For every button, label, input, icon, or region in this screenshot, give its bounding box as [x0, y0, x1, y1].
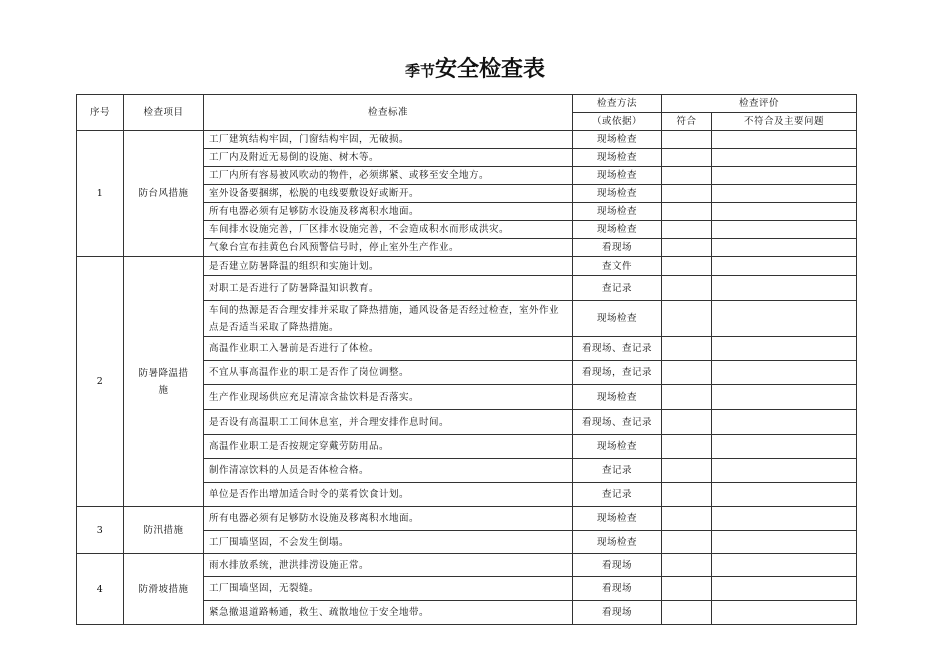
- method-cell: 现场检查: [573, 149, 662, 167]
- title-main: 安全检查表: [435, 57, 546, 82]
- conform-cell[interactable]: [662, 185, 712, 203]
- standard-cell: 工厂建筑结构牢固，门窗结构牢固，无破损。: [204, 131, 573, 149]
- method-cell: 查记录: [573, 459, 662, 483]
- conform-cell[interactable]: [662, 276, 712, 301]
- table-row: [77, 507, 857, 531]
- standard-cell: 雨水排放系统，泄洪排涝设施正常。: [204, 554, 573, 577]
- conform-cell[interactable]: [662, 131, 712, 149]
- method-cell: 查记录: [573, 483, 662, 507]
- standard-cell: 工厂内及附近无易倒的设施、树木等。: [204, 149, 573, 167]
- safety-checklist-table: [76, 94, 857, 625]
- conform-cell[interactable]: [662, 361, 712, 385]
- page-title: [0, 52, 950, 83]
- table-row: [77, 257, 857, 276]
- standard-cell: 高温作业职工入暑前是否进行了体检。: [204, 337, 573, 361]
- method-cell: 看现场: [573, 554, 662, 577]
- standard-cell: 高温作业职工是否按规定穿戴劳防用品。: [204, 435, 573, 459]
- conform-cell[interactable]: [662, 531, 712, 554]
- table-row: [77, 131, 857, 149]
- header-evaluation: 检查评价: [662, 95, 857, 113]
- standard-cell: 单位是否作出增加适合时令的菜肴饮食计划。: [204, 483, 573, 507]
- method-cell: 现场检查: [573, 301, 662, 337]
- group-item-flood: 防汛措施: [124, 507, 204, 554]
- method-cell: 查文件: [573, 257, 662, 276]
- conform-cell[interactable]: [662, 239, 712, 257]
- nonconform-cell[interactable]: [712, 239, 857, 257]
- nonconform-cell[interactable]: [712, 507, 857, 531]
- method-cell: 现场检查: [573, 185, 662, 203]
- nonconform-cell[interactable]: [712, 601, 857, 625]
- method-cell: 现场检查: [573, 531, 662, 554]
- method-cell: 看现场、查记录: [573, 410, 662, 435]
- method-cell: 现场检查: [573, 203, 662, 221]
- group-item-typhoon: 防台风措施: [124, 131, 204, 257]
- conform-cell[interactable]: [662, 483, 712, 507]
- method-cell: 查记录: [573, 276, 662, 301]
- header-standard: 检查标准: [204, 95, 573, 131]
- conform-cell[interactable]: [662, 410, 712, 435]
- standard-cell: 所有电器必须有足够防水设施及移离积水地面。: [204, 507, 573, 531]
- conform-cell[interactable]: [662, 149, 712, 167]
- group-seq-heat: 2: [77, 257, 124, 507]
- standard-cell: 紧急撤退道路畅通，救生、疏散地位于安全地带。: [204, 601, 573, 625]
- conform-cell[interactable]: [662, 301, 712, 337]
- header-seq: 序号: [77, 95, 124, 131]
- standard-cell: 室外设备要捆绑，松脱的电线要敷设好或断开。: [204, 185, 573, 203]
- standard-cell: 不宜从事高温作业的职工是否作了岗位调整。: [204, 361, 573, 385]
- nonconform-cell[interactable]: [712, 337, 857, 361]
- conform-cell[interactable]: [662, 507, 712, 531]
- nonconform-cell[interactable]: [712, 361, 857, 385]
- conform-cell[interactable]: [662, 203, 712, 221]
- header-nonconform: 不符合及主要问题: [712, 113, 857, 131]
- conform-cell[interactable]: [662, 601, 712, 625]
- nonconform-cell[interactable]: [712, 531, 857, 554]
- method-cell: 现场检查: [573, 435, 662, 459]
- method-cell: 看现场: [573, 577, 662, 601]
- standard-cell: 车间的热源是否合理安排并采取了降热措施，通风设备是否经过检查，室外作业点是否适当采取了降热措施。: [204, 301, 573, 337]
- title-prefix: 季节: [404, 62, 435, 80]
- method-cell: 看现场，查记录: [573, 361, 662, 385]
- group-item-heat: 防暑降温措施: [124, 257, 204, 507]
- nonconform-cell[interactable]: [712, 385, 857, 410]
- standard-cell: 气象台宣布挂黄色台风预警信号时，停止室外生产作业。: [204, 239, 573, 257]
- standard-cell: 是否设有高温职工工间休息室，并合理安排作息时间。: [204, 410, 573, 435]
- standard-cell: 工厂围墙坚固，不会发生倒塌。: [204, 531, 573, 554]
- method-cell: 看现场: [573, 239, 662, 257]
- standard-cell: 工厂围墙坚固，无裂缝。: [204, 577, 573, 601]
- standard-cell: 车间排水设施完善，厂区排水设施完善，不会造成积水而形成洪灾。: [204, 221, 573, 239]
- nonconform-cell[interactable]: [712, 483, 857, 507]
- standard-cell: 是否建立防暑降温的组织和实施计划。: [204, 257, 573, 276]
- method-cell: 现场检查: [573, 131, 662, 149]
- method-cell: 现场检查: [573, 507, 662, 531]
- method-cell: 现场检查: [573, 167, 662, 185]
- method-cell: 看现场、查记录: [573, 337, 662, 361]
- nonconform-cell[interactable]: [712, 185, 857, 203]
- method-cell: 看现场: [573, 601, 662, 625]
- nonconform-cell[interactable]: [712, 410, 857, 435]
- nonconform-cell[interactable]: [712, 221, 857, 239]
- nonconform-cell[interactable]: [712, 203, 857, 221]
- header-row: [77, 95, 857, 113]
- standard-cell: 工厂内所有容易被风吹动的物件，必须绑紧、或移至安全地方。: [204, 167, 573, 185]
- header-method-line1: 检查方法: [573, 95, 662, 113]
- conform-cell[interactable]: [662, 385, 712, 410]
- header-method-line2: （或依据）: [573, 113, 662, 131]
- nonconform-cell[interactable]: [712, 435, 857, 459]
- header-conform: 符合: [662, 113, 712, 131]
- conform-cell[interactable]: [662, 554, 712, 577]
- nonconform-cell[interactable]: [712, 131, 857, 149]
- nonconform-cell[interactable]: [712, 301, 857, 337]
- header-item: 检查项目: [124, 95, 204, 131]
- nonconform-cell[interactable]: [712, 276, 857, 301]
- standard-cell: 生产作业现场供应充足清凉含盐饮料是否落实。: [204, 385, 573, 410]
- conform-cell[interactable]: [662, 577, 712, 601]
- nonconform-cell[interactable]: [712, 459, 857, 483]
- group-item-landslide: 防滑坡措施: [124, 554, 204, 625]
- group-seq-landslide: 4: [77, 554, 124, 625]
- nonconform-cell[interactable]: [712, 577, 857, 601]
- method-cell: 现场检查: [573, 221, 662, 239]
- conform-cell[interactable]: [662, 459, 712, 483]
- nonconform-cell[interactable]: [712, 149, 857, 167]
- standard-cell: 对职工是否进行了防暑降温知识教育。: [204, 276, 573, 301]
- nonconform-cell[interactable]: [712, 257, 857, 276]
- conform-cell[interactable]: [662, 221, 712, 239]
- nonconform-cell[interactable]: [712, 167, 857, 185]
- conform-cell[interactable]: [662, 435, 712, 459]
- conform-cell[interactable]: [662, 257, 712, 276]
- group-seq-flood: 3: [77, 507, 124, 554]
- group-seq-typhoon: 1: [77, 131, 124, 257]
- table-row: [77, 554, 857, 577]
- nonconform-cell[interactable]: [712, 554, 857, 577]
- standard-cell: 所有电器必须有足够防水设施及移离积水地面。: [204, 203, 573, 221]
- method-cell: 现场检查: [573, 385, 662, 410]
- conform-cell[interactable]: [662, 167, 712, 185]
- conform-cell[interactable]: [662, 337, 712, 361]
- standard-cell: 制作清凉饮料的人员是否体检合格。: [204, 459, 573, 483]
